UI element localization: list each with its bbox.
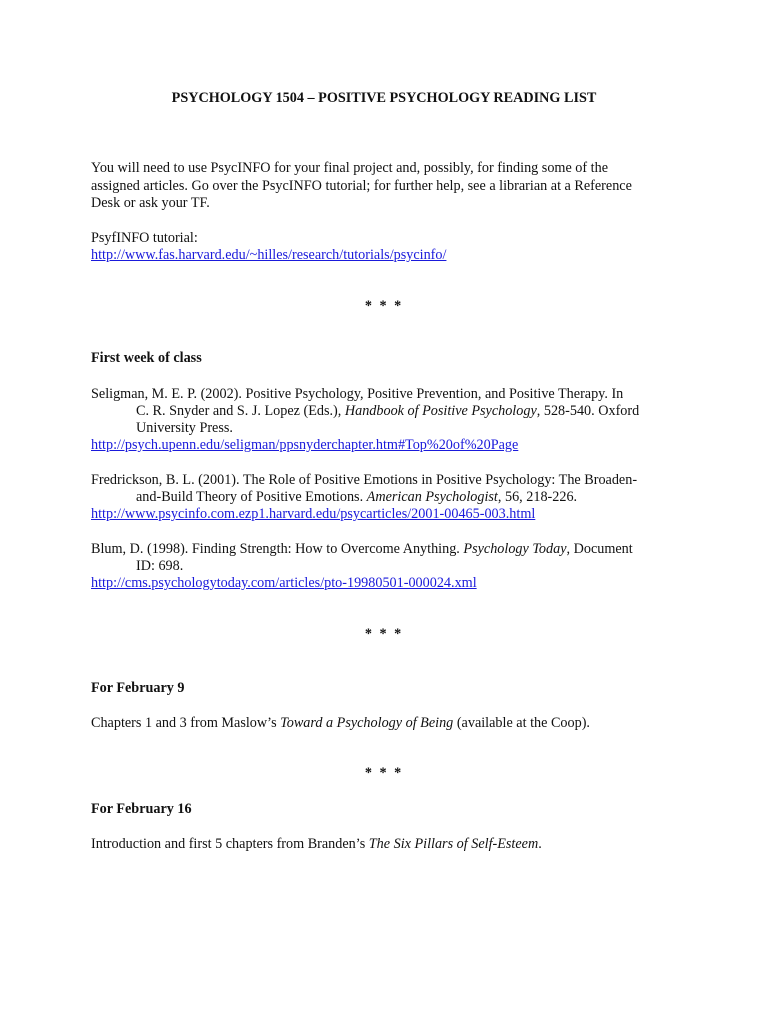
ref2-title-end: and-Build Theory of Positive Emotions. [136, 489, 367, 505]
intro-line-1: You will need to use PsycINFO for your final project and, possibly, for finding some of the [91, 160, 608, 176]
ref1-link[interactable]: http://psych.upenn.edu/seligman/ppsnyderchapter.htm#Top%20of%20Page [91, 437, 519, 453]
feb-9-book-title: Toward a Psychology of Being [280, 715, 454, 731]
feb-16-text-1: Introduction and first 5 chapters from Branden’s [91, 836, 369, 852]
ref3-magazine: Psychology Today [463, 541, 567, 557]
page-title: PSYCHOLOGY 1504 – POSITIVE PSYCHOLOGY READING LIST [171, 90, 597, 106]
ref3-document: , Document [566, 541, 633, 557]
separator-1: * * * [364, 298, 404, 314]
ref2-link[interactable]: http://www.psycinfo.com.ezp1.harvard.edu/psycarticles/2001-00465-003.html [91, 506, 536, 522]
ref3-link[interactable]: http://cms.psychologytoday.com/articles/pto-19980501-000024.xml [91, 575, 477, 591]
ref1-line-2 [136, 403, 639, 420]
tutorial-label: PsyfINFO tutorial: [91, 230, 198, 246]
separator-3: * * * [364, 765, 404, 781]
section-heading-feb-16: For February 16 [91, 801, 192, 817]
feb-16-book-title: The Six Pillars of Self-Esteem [368, 836, 539, 852]
feb-9-text-1: Chapters 1 and 3 from Maslow’s [91, 715, 281, 731]
ref2-journal: American Psychologist [366, 489, 498, 505]
feb-16-reading [91, 836, 542, 853]
intro-line-3: Desk or ask your TF. [91, 195, 210, 211]
ref1-book-title: Handbook of Positive Psychology [344, 403, 537, 419]
ref3-line-1 [91, 541, 633, 558]
intro-line-2: assigned articles. Go over the PsycINFO tutorial; for further help, see a librarian at a Reference [91, 178, 632, 194]
separator-2: * * * [364, 626, 404, 642]
feb-9-reading [91, 715, 590, 732]
ref2-pages: , 56, 218-226. [497, 489, 578, 505]
tutorial-link[interactable]: http://www.fas.harvard.edu/~hilles/research/tutorials/psycinfo/ [91, 247, 447, 263]
ref1-line-3: University Press. [136, 420, 233, 436]
ref3-author: Blum, D. (1998). Finding Strength: How to Overcome Anything. [91, 541, 464, 557]
ref1-pages: , 528-540. Oxford [536, 403, 640, 419]
ref2-line-2 [136, 489, 577, 506]
section-heading-feb-9: For February 9 [91, 680, 185, 696]
ref3-line-2: ID: 698. [136, 558, 184, 574]
feb-9-text-2: (available at the Coop). [453, 715, 590, 731]
ref2-line-1: Fredrickson, B. L. (2001). The Role of Positive Emotions in Positive Psychology: The Broaden- [91, 472, 638, 488]
ref1-editors: C. R. Snyder and S. J. Lopez (Eds.), [136, 403, 345, 419]
section-heading-first-week: First week of class [91, 350, 202, 366]
feb-16-text-2: . [538, 836, 542, 852]
ref1-line-1: Seligman, M. E. P. (2002). Positive Psychology, Positive Prevention, and Positive Therapy. In [91, 386, 624, 402]
